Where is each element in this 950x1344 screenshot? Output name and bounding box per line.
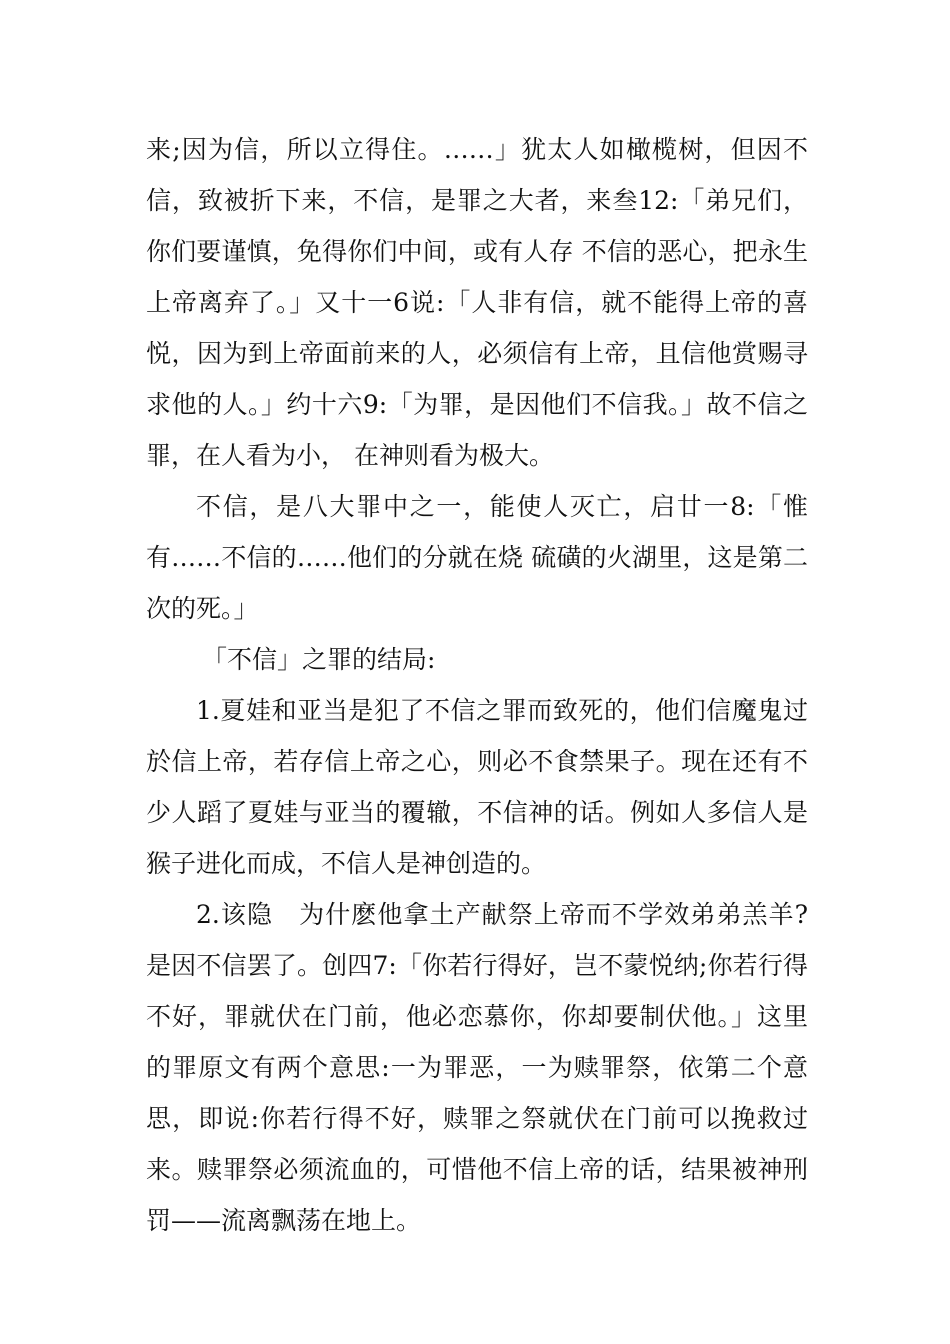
paragraph-eight-sins: 不信，是八大罪中之一，能使人灭亡，启廿一8:「惟有……不信的……他们的分就在烧 硫磺的火湖里，这是第二次的死。」 [146,492,808,623]
paragraph-point-1-eve-adam: 1.夏娃和亚当是犯了不信之罪而致死的，他们信魔鬼过於信上帝，若存信上帝之心，则必不食禁果子。现在还有不少人蹈了夏娃与亚当的覆辙，不信神的话。例如人多信人是猴子进化而成，不信人是神创造的。 [146,696,808,878]
paragraph-unbelief-examples: 来;因为信，所以立得住。……」犹太人如橄榄树，但因不信，致被折下来，不信，是罪之大者，来叁12:「弟兄们，你们要谨慎，免得你们中间，或有人存 不信的恶心，把永生上帝离弃了。」又十一6说:「人非有信，就不能得上帝的喜悦，因为到上帝面前来的人，必须信有上帝，且信他赏赐寻求他的人。」约十六9:「为罪，是因他们不信我。」故不信之罪，在人看为小， 在神则看为极大。 [146,135,808,470]
section-heading-consequences: 「不信」之罪的结局: [202,645,436,674]
paragraph-point-2-cain: 2.该隐 为什麽他拿土产献祭上帝而不学效弟弟羔羊?是因不信罢了。创四7:「你若行得好，岂不蒙悦纳;你若行得不好，罪就伏在门前，他必恋慕你，你却要制伏他。」这里的罪原文有两个意思:一为罪恶，一为赎罪祭，依第二个意思，即说:你若行得不好，赎罪之祭就伏在门前可以挽救过来。赎罪祭必须流血的，可惜他不信上帝的话，结果被神刑罚——流离飘荡在地上。 [146,900,808,1235]
document-page [146,124,808,1246]
